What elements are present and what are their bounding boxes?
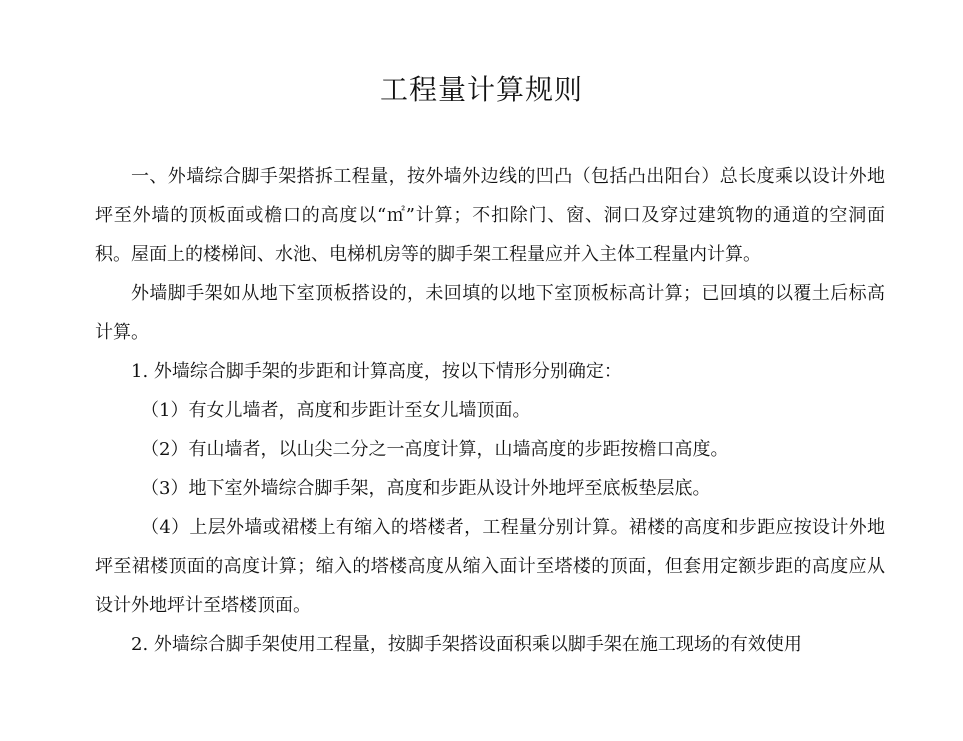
paragraph-item-2: 2. 外墙综合脚手架使用工程量，按脚手架搭设面积乘以脚手架在施工现场的有效使用 [131,634,802,655]
paragraph-basement-note: 外墙脚手架如从地下室顶板搭设的，未回填的以地下室顶板标高计算；已回填的以覆土后标高计算。 [95,283,885,343]
page-title: 工程量计算规则 [379,73,583,106]
paragraph-subitem-3: （3）地下室外墙综合脚手架，高度和步距从设计外地坪至底板垫层底。 [141,478,711,499]
paragraph-subitem-4: （4）上层外墙或裙楼上有缩入的塔楼者，工程量分别计算。裙楼的高度和步距应按设计外地坪至裙楼顶面的高度计算；缩入的塔楼高度从缩入面计至塔楼的顶面，但套用定额步距的高度应从设计外地坪计至塔楼顶面。 [95,517,885,616]
document-body [95,157,885,664]
paragraph-section-one: 一、外墙综合脚手架搭拆工程量，按外墙外边线的凹凸（包括凸出阳台）总长度乘以设计外地坪至外墙的顶板面或檐口的高度以“㎡”计算；不扣除门、窗、洞口及穿过建筑物的通道的空洞面积。屋面上的楼梯间、水池、电梯机房等的脚手架工程量应并入主体工程量内计算。 [95,166,885,265]
paragraph-subitem-1: （1）有女儿墙者，高度和步距计至女儿墙顶面。 [141,400,531,421]
paragraph-item-1: 1. 外墙综合脚手架的步距和计算高度，按以下情形分别确定： [131,361,622,382]
paragraph-subitem-2: （2）有山墙者，以山尖二分之一高度计算，山墙高度的步距按檐口高度。 [141,439,729,460]
